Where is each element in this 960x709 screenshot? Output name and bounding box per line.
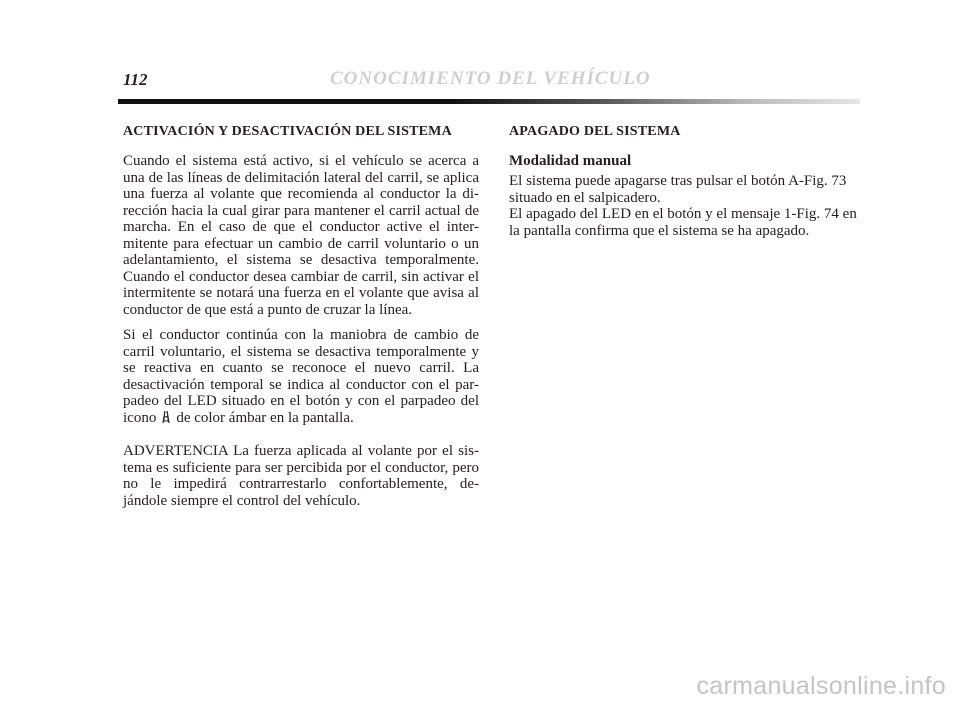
activation-heading: ACTIVACIÓN Y DESACTIVACIÓN DEL SISTEMA — [123, 124, 452, 139]
shutdown-paragraph-1: El sistema puede apagarse tras pulsar el botón A-Fig. 73 situado en el salpicadero. — [509, 173, 847, 206]
shutdown-heading: APAGADO DEL SISTEMA — [509, 124, 681, 139]
page-number: 112 — [123, 70, 148, 89]
left-column — [123, 124, 479, 518]
manual-mode-subheading: Modalidad manual — [509, 153, 632, 169]
activation-paragraph-2-end: de color ámbar en la pantalla. — [176, 409, 354, 426]
header-rule — [118, 99, 860, 104]
right-column — [509, 124, 865, 239]
activation-paragraph-2 — [123, 327, 479, 426]
watermark: carmanualsonline.info — [696, 672, 946, 700]
warning-paragraph: ADVERTENCIA La fuerza aplicada al volante por el sis-tema es suficiente para ser percibida por el conductor, pero no le impedirá contrarrestarlo confortablemente, de-jándole siempre el control del vehículo. — [123, 443, 479, 509]
activation-paragraph-2-text: Si el conductor continúa con la maniobra de cambio de carril voluntario, el sistema se desactiva temporalmente y se reactiva en cuanto se reconoce el nuevo carril. La desactivación temporal se indica al conductor con el par-padeo del LED situado en el botón y con el parpadeo del icono — [123, 327, 479, 426]
shutdown-paragraph-2: El apagado del LED en el botón y el mensaje 1-Fig. 74 en la pantalla confirma que el sistema se ha apagado. — [509, 206, 857, 239]
section-title: CONOCIMIENTO DEL VEHÍCULO — [330, 68, 651, 89]
activation-paragraph-1: Cuando el sistema está activo, si el vehículo se acerca a una de las líneas de delimitación lateral del carril, se aplica una fuerza al volante que recomienda al conductor la di-rección hacia la cual girar para mantener el carril actual de marcha. En el caso de que el conductor active el inter-mitente para efectuar un cambio de carril voluntario o un adelantamiento, el sistema se desactiva temporalmente. Cuando el conductor desea cambiar de carril, sin activar el intermitente se notará una fuerza en el volante que avisa al conductor de que está a punto de cruzar la línea. — [123, 153, 479, 318]
lane-assist-icon — [160, 410, 172, 424]
